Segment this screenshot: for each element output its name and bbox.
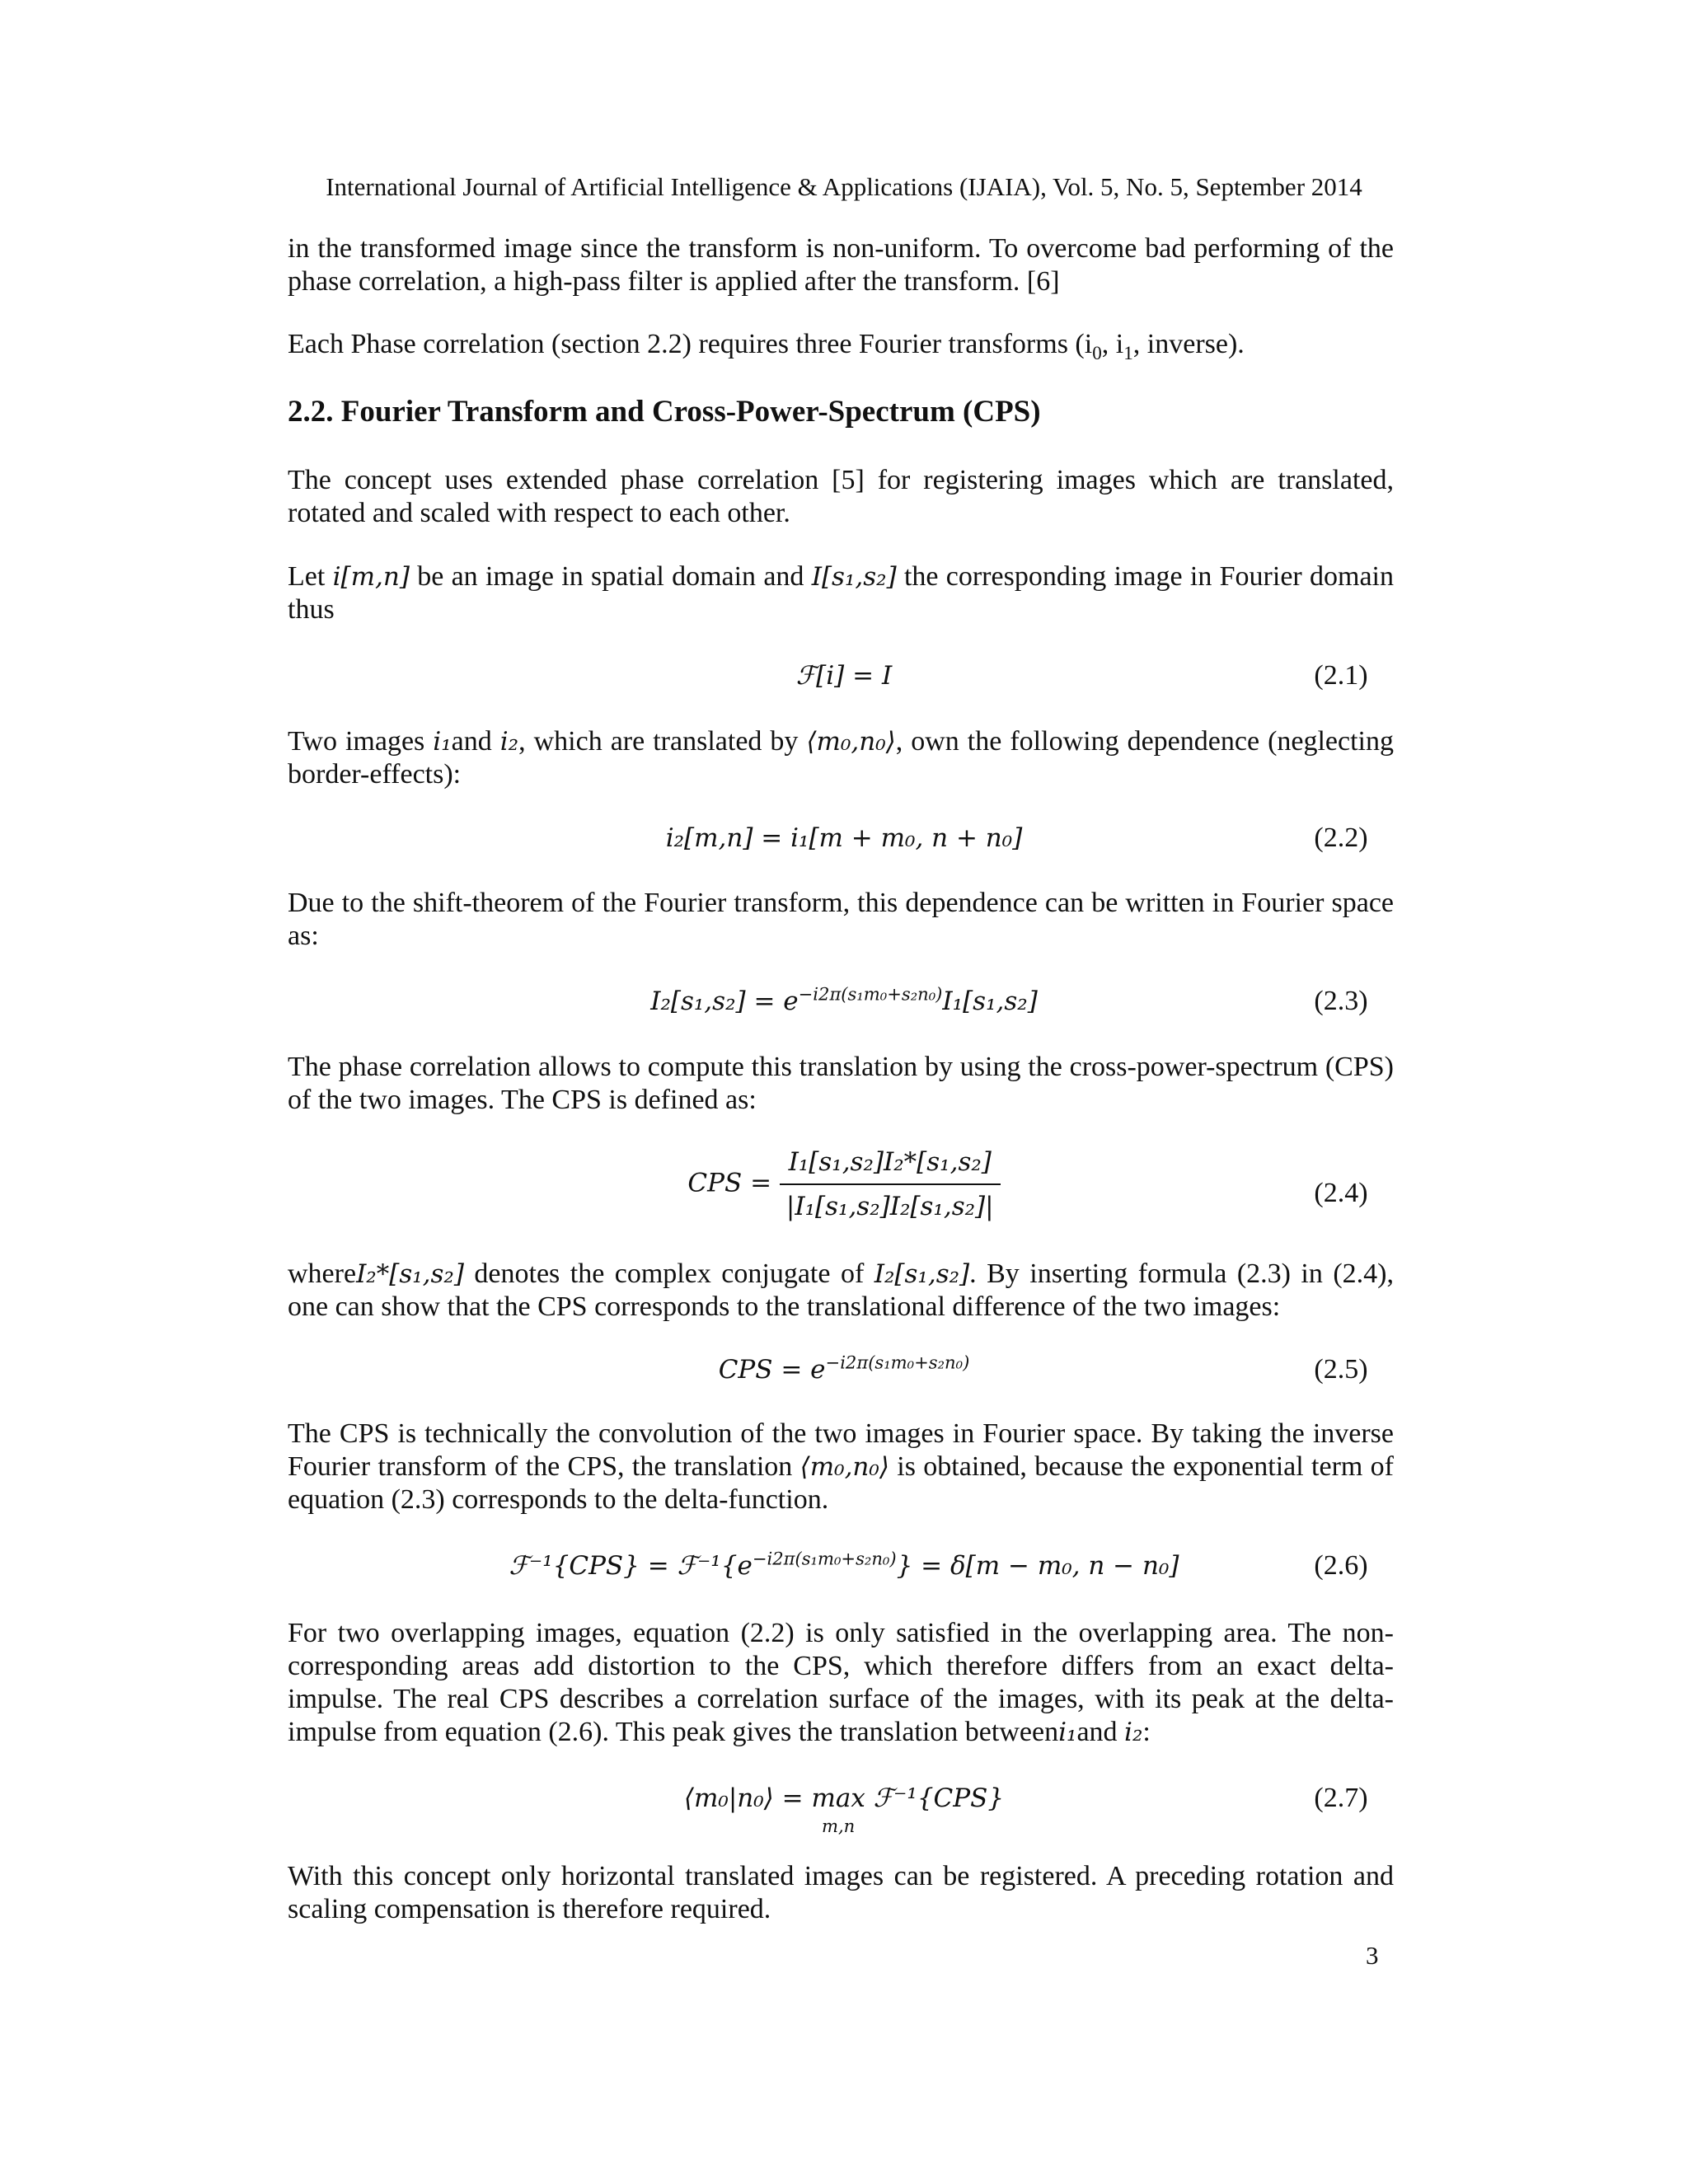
shift-theorem-paragraph: Due to the shift-theorem of the Fourier transform, this dependence can be written in Fourier space as: [288,888,1394,951]
equation-2-4-lhs: CPS = [687,1168,780,1198]
where-text-2: denotes the complex conjugate of [463,1258,874,1289]
equation-2-5-lhs: CPS = e [718,1355,826,1385]
where-text-3: . By inserting formula (2.3) in (2.4), one can show that the CPS corresponds to the translational difference of the two images: [288,1258,1394,1322]
phase-correlation-note [288,328,1394,364]
equation-2-7-max: max [811,1783,865,1813]
overlap-text-1: For two overlapping images, equation (2.2) is only satisfied in the overlapping area. The non-corresponding areas add distortion to the CPS, which therefore differs from an exact delta-impulse. The real CPS describes a correlation surface of the images, with its peak at the delta-impulse from equation (2.6). This peak gives the translation between [288,1618,1394,1747]
overlap-paragraph [288,1617,1394,1749]
where-text-1: where [288,1258,357,1289]
equation-2-5-number: (2.5) [1314,1354,1368,1385]
convolution-text-1: The CPS is technically the convolution of the two images in Fourier space. By taking the inverse Fourier transform of the CPS, the translation [288,1418,1394,1482]
intro-paragraph: in the transformed image since the transform is non-uniform. To overcome bad performing of the phase correlation, a high-pass filter is applied after the transform. [6] [288,233,1394,297]
phase-note-text-2: , i [1101,329,1124,359]
equation-2-6-exponent: −i2π(s₁m₀+s₂n₀) [752,1548,897,1569]
equation-2-1-body: ℱ[i] = I [795,661,893,691]
equation-2-7-body [0,1780,1688,1836]
equation-2-5-exponent: −i2π(s₁m₀+s₂n₀) [825,1352,970,1373]
equation-2-7-operator-subscript: m,n [821,1816,856,1836]
equation-2-4-body [0,1144,1688,1225]
let-text-3: the corresponding image in Fourier domain thus [288,561,1394,625]
final-paragraph: With this concept only horizontal translated images can be registered. A preceding rotation and scaling compensation is therefore required. [288,1861,1394,1924]
where-paragraph [288,1258,1394,1324]
equation-2-7-rhs: ℱ⁻¹{CPS} [865,1783,1005,1813]
equation-2-6-lhs: ℱ⁻¹{CPS} = ℱ⁻¹{e [509,1551,753,1581]
let-text-2: be an image in spatial domain and [409,561,812,592]
where-math-2: I₂[s₁,s₂] [874,1259,970,1289]
concept-paragraph: The concept uses extended phase correlation [5] for registering images which are translated, rotated and scaled with respect to each other. [288,465,1394,528]
equation-2-2-body: i₂[m,n] = i₁[m + m₀, n + n₀] [665,823,1023,853]
convolution-math-1: ⟨m₀,n₀⟩ [799,1452,889,1482]
equation-2-4 [0,1144,1688,1243]
overlap-text-3: : [1142,1717,1151,1747]
equation-2-6-body [0,1548,1688,1584]
equation-2-4-denominator: |I₁[s₁,s₂]I₂[s₁,s₂]| [785,1192,994,1221]
equation-2-2-number: (2.2) [1314,823,1368,853]
let-text-1: Let [288,561,333,592]
equation-2-3-rhs: I₁[s₁,s₂] [942,987,1038,1016]
let-math-1: i[m,n] [332,562,410,592]
two-images-math-1: i₁ [433,727,452,757]
equation-2-6-number: (2.6) [1314,1550,1368,1581]
cps-paragraph: The phase correlation allows to compute this translation by using the cross-power-spectrum (CPS) of the two images. The CPS is defined as: [288,1052,1394,1115]
two-images-text-2: and [451,726,500,757]
equation-2-7-lhs: ⟨m₀|n₀⟩ = [683,1783,812,1813]
two-images-math-3: ⟨m₀,n₀⟩ [806,727,896,757]
two-images-paragraph [288,725,1394,791]
equation-2-4-fraction [780,1144,1001,1225]
two-images-math-2: i₂ [499,727,519,757]
phase-note-text-3: , inverse). [1132,329,1245,359]
overlap-math-2: i₂ [1124,1718,1143,1747]
phase-note-sub-0: 0 [1092,342,1102,364]
let-math-2: I[s₁,s₂] [811,562,897,592]
two-images-text-3: , which are translated by [518,726,807,757]
equation-2-5-body [0,1352,1688,1388]
equation-2-3-exponent: −i2π(s₁m₀+s₂n₀) [798,983,943,1005]
two-images-text-1: Two images [288,726,434,757]
section-heading: 2.2. Fourier Transform and Cross-Power-Spectrum (CPS) [288,395,1041,429]
equation-2-4-number: (2.4) [1314,1178,1368,1208]
journal-header: International Journal of Artificial Intelligence & Applications (IJAIA), Vol. 5, No. 5, September 2014 [326,172,1362,201]
two-images-text-4: , own the following dependence (neglecting border-effects): [288,726,1394,790]
phase-note-text-1: Each Phase correlation (section 2.2) requires three Fourier transforms (i [288,329,1093,359]
let-paragraph [288,560,1394,626]
equation-2-6-rhs: } = δ[m − m₀, n − n₀] [896,1551,1179,1581]
overlap-math-1: i₁ [1058,1718,1077,1747]
convolution-paragraph [288,1418,1394,1516]
equation-2-4-numerator: I₁[s₁,s₂]I₂*[s₁,s₂] [780,1144,1001,1185]
equation-2-7-operator [811,1780,865,1836]
page-number: 3 [1366,1941,1379,1970]
equation-2-3-body [0,983,1688,1019]
equation-2-1-number: (2.1) [1314,660,1368,691]
phase-note-sub-1: 1 [1123,342,1133,364]
where-math-1: I₂*[s₁,s₂] [356,1259,464,1289]
equation-2-3-number: (2.3) [1314,986,1368,1016]
equation-2-7-number: (2.7) [1314,1783,1368,1813]
equation-2-3-lhs: I₂[s₁,s₂] = e [650,987,799,1016]
overlap-text-2: and [1076,1717,1125,1747]
convolution-text-2: is obtained, because the exponential term of equation (2.3) corresponds to the delta-function. [288,1451,1395,1515]
